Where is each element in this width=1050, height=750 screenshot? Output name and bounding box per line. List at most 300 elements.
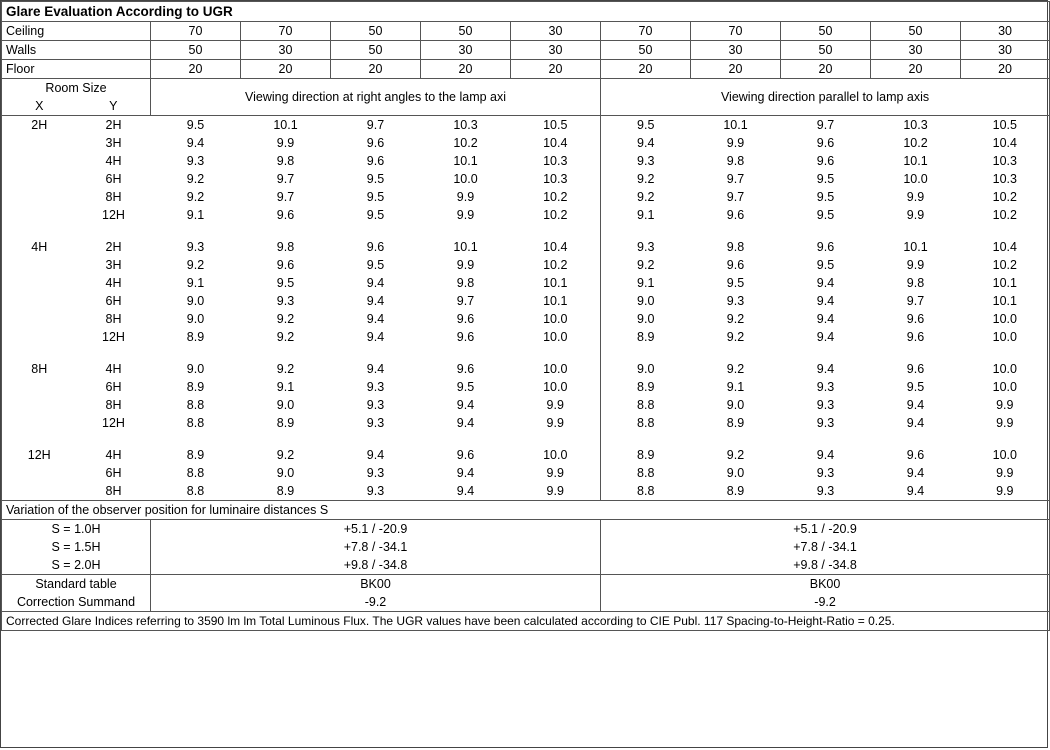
ugr-value: 9.4 <box>366 448 385 462</box>
standard-table-right: BK00 <box>601 575 1050 594</box>
ugr-value: 9.8 <box>726 154 745 168</box>
ugr-value: 9.9 <box>961 396 1050 414</box>
ugr-value: 9.9 <box>906 258 925 272</box>
ceiling-value: 70 <box>691 22 781 41</box>
ugr-value: 9.7 <box>276 172 295 186</box>
walls-value: 30 <box>421 41 511 60</box>
ugr-value: 9.2 <box>726 330 745 344</box>
walls-value: 50 <box>151 41 241 60</box>
ugr-value: 9.5 <box>726 276 745 290</box>
data-row <box>2 464 1050 482</box>
correction-summand-left: -9.2 <box>151 593 601 612</box>
ugr-value: 9.7 <box>276 190 295 204</box>
ugr-value: 9.4 <box>366 276 385 290</box>
data-row <box>2 446 1050 464</box>
ugr-value: 10.1 <box>903 154 928 168</box>
ugr-value: 10.1 <box>511 274 601 292</box>
standard-table-row <box>2 575 1050 594</box>
floor-value: 20 <box>421 60 511 79</box>
ugr-value: 10.2 <box>961 188 1050 206</box>
ugr-value: 10.3 <box>511 152 601 170</box>
ugr-value: 9.4 <box>456 484 475 498</box>
y-value: 6H <box>105 380 122 394</box>
ugr-value: 9.4 <box>456 416 475 430</box>
y-value: 2H <box>105 240 122 254</box>
variation-label: S = 1.0H <box>2 520 151 539</box>
ugr-value: 10.1 <box>723 118 748 132</box>
ugr-value: 9.9 <box>456 208 475 222</box>
walls-value: 30 <box>511 41 601 60</box>
y-value: 4H <box>105 276 122 290</box>
variation-right-value: +5.1 / -20.9 <box>601 520 1050 539</box>
ugr-value: 9.8 <box>276 154 295 168</box>
ugr-value: 9.4 <box>186 136 205 150</box>
ugr-value: 9.9 <box>961 482 1050 501</box>
ugr-value: 10.1 <box>453 154 478 168</box>
x-value: 4H <box>2 238 77 256</box>
block-spacer <box>2 432 1050 446</box>
data-row <box>2 274 1050 292</box>
ugr-value: 9.2 <box>726 312 745 326</box>
ugr-value: 9.3 <box>816 380 835 394</box>
ugr-value: 9.1 <box>637 276 655 290</box>
ugr-value: 9.2 <box>276 312 295 326</box>
ugr-value: 9.6 <box>906 330 925 344</box>
ugr-value: 9.0 <box>637 312 655 326</box>
ugr-value: 9.5 <box>816 172 835 186</box>
ugr-value: 9.3 <box>637 154 655 168</box>
data-row <box>2 206 1050 224</box>
ugr-value: 9.7 <box>456 294 475 308</box>
ugr-value: 10.0 <box>511 360 601 378</box>
ugr-value: 9.0 <box>186 362 205 376</box>
data-row <box>2 134 1050 152</box>
ugr-value: 9.6 <box>726 258 745 272</box>
variation-left-value: +5.1 / -20.9 <box>151 520 601 539</box>
ugr-value: 9.3 <box>366 484 385 498</box>
ugr-value: 9.4 <box>906 398 925 412</box>
ugr-value: 8.9 <box>637 330 655 344</box>
ugr-value: 8.8 <box>186 484 205 498</box>
x-value-blank <box>2 292 77 310</box>
ugr-value: 9.4 <box>906 466 925 480</box>
data-row <box>2 292 1050 310</box>
ugr-value: 8.8 <box>637 398 655 412</box>
x-value-blank <box>2 414 77 432</box>
ugr-value: 9.6 <box>906 448 925 462</box>
ugr-value: 9.3 <box>816 484 835 498</box>
ugr-value: 9.5 <box>816 190 835 204</box>
ugr-value: 9.6 <box>906 362 925 376</box>
floor-value: 20 <box>781 60 871 79</box>
ugr-value: 9.5 <box>637 118 655 132</box>
ugr-value: 8.8 <box>637 466 655 480</box>
ugr-value: 9.5 <box>366 258 385 272</box>
ugr-value: 10.1 <box>453 240 478 254</box>
ugr-value: 9.7 <box>726 190 745 204</box>
floor-value: 20 <box>961 60 1050 79</box>
ugr-value: 9.2 <box>276 448 295 462</box>
x-value: 12H <box>2 446 77 464</box>
ugr-value: 9.5 <box>366 190 385 204</box>
ugr-value: 8.8 <box>186 398 205 412</box>
ugr-value: 9.9 <box>456 190 475 204</box>
ugr-value: 10.1 <box>903 240 928 254</box>
block-spacer <box>2 346 1050 360</box>
walls-value: 50 <box>781 41 871 60</box>
variation-header: Variation of the observer position for luminaire distances S <box>2 501 1050 520</box>
correction-summand-label: Correction Summand <box>2 593 151 612</box>
ugr-value: 9.0 <box>726 466 745 480</box>
ugr-value: 9.3 <box>366 380 385 394</box>
y-value: 12H <box>102 416 125 430</box>
floor-value: 20 <box>871 60 961 79</box>
ugr-value: 9.7 <box>816 118 835 132</box>
ugr-value: 9.5 <box>276 276 295 290</box>
x-value-blank <box>2 378 77 396</box>
x-value-blank <box>2 256 77 274</box>
variation-left-value: +7.8 / -34.1 <box>151 538 601 556</box>
block-spacer <box>2 224 1050 238</box>
ugr-value: 9.3 <box>816 466 835 480</box>
ugr-value: 8.9 <box>726 484 745 498</box>
y-value: 8H <box>105 190 122 204</box>
ugr-value: 8.9 <box>637 380 655 394</box>
ugr-value: 9.7 <box>726 172 745 186</box>
ugr-table <box>1 1 1050 631</box>
ugr-value: 10.3 <box>903 118 928 132</box>
ugr-value: 9.5 <box>186 118 205 132</box>
ugr-value: 10.0 <box>511 446 601 464</box>
ugr-value: 8.8 <box>637 484 655 498</box>
ugr-value: 9.4 <box>456 398 475 412</box>
viewing-direction-parallel-header: Viewing direction parallel to lamp axis <box>601 79 1050 116</box>
ugr-value: 9.3 <box>726 294 745 308</box>
variation-label: S = 1.5H <box>2 538 151 556</box>
ugr-value: 9.5 <box>816 208 835 222</box>
ugr-value: 9.1 <box>276 380 295 394</box>
variation-row <box>2 538 1050 556</box>
ugr-value: 8.9 <box>186 380 205 394</box>
reflectance-row-walls <box>2 41 1050 60</box>
ugr-value: 10.2 <box>961 256 1050 274</box>
ceiling-value: 50 <box>781 22 871 41</box>
ugr-value: 10.0 <box>511 310 601 328</box>
x-value-blank <box>2 152 77 170</box>
data-row <box>2 116 1050 135</box>
ugr-value: 10.3 <box>511 170 601 188</box>
ugr-value: 9.9 <box>906 190 925 204</box>
ugr-value: 9.2 <box>726 362 745 376</box>
ugr-value: 9.2 <box>186 258 205 272</box>
ugr-value: 8.9 <box>186 330 205 344</box>
ugr-value: 8.8 <box>637 416 655 430</box>
ceiling-value: 50 <box>871 22 961 41</box>
ugr-value: 8.9 <box>726 416 745 430</box>
floor-value: 20 <box>331 60 421 79</box>
ceiling-value: 50 <box>421 22 511 41</box>
ugr-value: 9.3 <box>816 398 835 412</box>
ceiling-value: 70 <box>241 22 331 41</box>
ugr-value: 9.9 <box>456 258 475 272</box>
ugr-value: 9.4 <box>816 294 835 308</box>
ugr-value: 9.9 <box>511 464 601 482</box>
ugr-value: 9.8 <box>726 240 745 254</box>
x-header: X <box>2 97 77 116</box>
ugr-value: 9.6 <box>456 330 475 344</box>
data-row <box>2 238 1050 256</box>
ugr-value: 10.4 <box>511 134 601 152</box>
ugr-value: 9.9 <box>511 414 601 432</box>
ugr-value: 9.6 <box>456 448 475 462</box>
variation-row <box>2 556 1050 575</box>
x-value-blank <box>2 328 77 346</box>
ugr-value: 8.8 <box>186 466 205 480</box>
ugr-value: 9.9 <box>511 396 601 414</box>
y-value: 8H <box>105 484 122 498</box>
ugr-value: 9.6 <box>816 240 835 254</box>
y-value: 8H <box>105 398 122 412</box>
ugr-value: 10.1 <box>961 274 1050 292</box>
ugr-value: 9.9 <box>511 482 601 501</box>
ugr-value: 9.3 <box>637 240 655 254</box>
ugr-value: 8.9 <box>276 484 295 498</box>
ugr-value: 9.4 <box>816 276 835 290</box>
ugr-value: 9.4 <box>816 330 835 344</box>
ugr-value: 10.0 <box>961 378 1050 396</box>
ugr-value: 8.8 <box>186 416 205 430</box>
y-value: 6H <box>105 294 122 308</box>
ugr-value: 9.4 <box>906 416 925 430</box>
standard-table-label: Standard table <box>2 575 151 594</box>
y-value: 8H <box>105 312 122 326</box>
data-row <box>2 170 1050 188</box>
ugr-value: 9.2 <box>186 190 205 204</box>
x-value-blank <box>2 310 77 328</box>
ugr-value: 10.3 <box>961 170 1050 188</box>
ugr-value: 9.5 <box>816 258 835 272</box>
ugr-value: 10.0 <box>903 172 928 186</box>
y-value: 4H <box>105 362 122 376</box>
y-header: Y <box>77 97 151 116</box>
data-row <box>2 310 1050 328</box>
ugr-value: 9.9 <box>906 208 925 222</box>
data-row <box>2 188 1050 206</box>
x-value-blank <box>2 170 77 188</box>
ugr-value: 9.2 <box>276 362 295 376</box>
y-value: 3H <box>105 258 122 272</box>
reflectance-label-ceiling: Ceiling <box>2 22 151 41</box>
ugr-value: 10.0 <box>961 360 1050 378</box>
ugr-value: 9.6 <box>366 136 385 150</box>
ugr-value: 9.9 <box>961 464 1050 482</box>
data-row <box>2 152 1050 170</box>
ugr-value: 8.9 <box>276 416 295 430</box>
x-value: 2H <box>2 116 77 135</box>
viewing-direction-right-angles-header: Viewing direction at right angles to the lamp axi <box>151 79 601 116</box>
ugr-value: 9.6 <box>276 208 295 222</box>
ugr-value: 9.8 <box>456 276 475 290</box>
ugr-value: 9.4 <box>366 312 385 326</box>
ugr-value: 9.2 <box>186 172 205 186</box>
ugr-value: 9.9 <box>276 136 295 150</box>
ugr-value: 9.8 <box>906 276 925 290</box>
ugr-value: 9.1 <box>186 276 205 290</box>
variation-header-row <box>2 501 1050 520</box>
ugr-value: 9.5 <box>456 380 475 394</box>
ugr-value: 9.0 <box>276 398 295 412</box>
x-value-blank <box>2 206 77 224</box>
ugr-value: 9.4 <box>906 484 925 498</box>
ceiling-value: 50 <box>331 22 421 41</box>
reflectance-label-walls: Walls <box>2 41 151 60</box>
data-row <box>2 414 1050 432</box>
ugr-value: 9.6 <box>816 136 835 150</box>
y-value: 12H <box>102 330 125 344</box>
ugr-value: 10.0 <box>961 310 1050 328</box>
ceiling-value: 30 <box>961 22 1050 41</box>
ugr-value: 9.2 <box>637 258 655 272</box>
variation-label: S = 2.0H <box>2 556 151 575</box>
y-value: 3H <box>105 136 122 150</box>
ugr-value: 9.2 <box>637 172 655 186</box>
floor-value: 20 <box>151 60 241 79</box>
ugr-value: 10.5 <box>511 116 601 135</box>
ugr-value: 9.7 <box>366 118 385 132</box>
x-value-blank <box>2 274 77 292</box>
ugr-value: 9.6 <box>726 208 745 222</box>
data-row <box>2 256 1050 274</box>
ugr-value: 9.4 <box>366 294 385 308</box>
ugr-value: 9.6 <box>456 312 475 326</box>
walls-value: 30 <box>241 41 331 60</box>
floor-value: 20 <box>241 60 331 79</box>
walls-value: 50 <box>601 41 691 60</box>
ugr-value: 9.6 <box>906 312 925 326</box>
group-header-row <box>2 79 1050 98</box>
footnote-text: Corrected Glare Indices referring to 3590 lm lm Total Luminous Flux. The UGR values have been calculated according to CIE Publ. 117 Spacing-to-Height-Ratio = 0.25. <box>2 612 1050 631</box>
ugr-value: 9.0 <box>186 294 205 308</box>
ugr-value: 9.3 <box>366 466 385 480</box>
ugr-value: 9.4 <box>816 362 835 376</box>
ugr-value: 10.1 <box>273 118 298 132</box>
ugr-value: 9.3 <box>816 416 835 430</box>
x-value: 8H <box>2 360 77 378</box>
ugr-value: 9.5 <box>906 380 925 394</box>
variation-left-value: +9.8 / -34.8 <box>151 556 601 575</box>
ugr-value: 9.1 <box>726 380 745 394</box>
x-value-blank <box>2 482 77 501</box>
ugr-value: 9.5 <box>366 172 385 186</box>
ceiling-value: 70 <box>151 22 241 41</box>
x-value-blank <box>2 464 77 482</box>
reflectance-label-floor: Floor <box>2 60 151 79</box>
ugr-value: 10.5 <box>961 116 1050 135</box>
ugr-value: 9.1 <box>186 208 205 222</box>
x-value-blank <box>2 188 77 206</box>
ugr-value: 10.4 <box>961 134 1050 152</box>
ugr-value: 10.2 <box>511 206 601 224</box>
ugr-value: 10.2 <box>511 256 601 274</box>
ugr-value: 9.4 <box>366 330 385 344</box>
ugr-value: 9.2 <box>276 330 295 344</box>
ugr-value: 9.4 <box>816 448 835 462</box>
correction-summand-right: -9.2 <box>601 593 1050 612</box>
ugr-value: 10.2 <box>903 136 928 150</box>
ugr-value: 9.5 <box>366 208 385 222</box>
ugr-value: 10.0 <box>961 446 1050 464</box>
ugr-value: 9.0 <box>637 362 655 376</box>
reflectance-row-floor <box>2 60 1050 79</box>
ugr-value: 9.4 <box>816 312 835 326</box>
variation-right-value: +7.8 / -34.1 <box>601 538 1050 556</box>
ugr-value: 10.1 <box>511 292 601 310</box>
ugr-value: 9.3 <box>366 398 385 412</box>
ugr-value: 9.1 <box>637 208 655 222</box>
ugr-value: 10.0 <box>511 328 601 346</box>
data-row <box>2 378 1050 396</box>
ugr-value: 9.4 <box>637 136 655 150</box>
ugr-value: 9.6 <box>276 258 295 272</box>
ugr-value: 10.2 <box>453 136 478 150</box>
ugr-value: 9.6 <box>366 240 385 254</box>
y-value: 4H <box>105 448 122 462</box>
ugr-value: 9.0 <box>637 294 655 308</box>
walls-value: 30 <box>961 41 1050 60</box>
ugr-value: 10.0 <box>961 328 1050 346</box>
ugr-value: 9.6 <box>366 154 385 168</box>
ugr-value: 9.9 <box>961 414 1050 432</box>
ugr-value: 10.3 <box>961 152 1050 170</box>
y-value: 4H <box>105 154 122 168</box>
y-value: 2H <box>105 118 122 132</box>
ugr-value: 9.7 <box>906 294 925 308</box>
ugr-value: 10.0 <box>511 378 601 396</box>
ugr-value: 10.2 <box>961 206 1050 224</box>
ugr-value: 9.8 <box>276 240 295 254</box>
x-value-blank <box>2 134 77 152</box>
walls-value: 50 <box>331 41 421 60</box>
data-row <box>2 360 1050 378</box>
ugr-value: 9.2 <box>726 448 745 462</box>
correction-summand-row <box>2 593 1050 612</box>
floor-value: 20 <box>601 60 691 79</box>
ugr-value: 10.0 <box>453 172 478 186</box>
variation-right-value: +9.8 / -34.8 <box>601 556 1050 575</box>
ugr-value: 9.0 <box>276 466 295 480</box>
ugr-value: 9.3 <box>276 294 295 308</box>
ugr-value: 9.3 <box>186 240 205 254</box>
data-row <box>2 396 1050 414</box>
x-value-blank <box>2 396 77 414</box>
ugr-value: 9.2 <box>637 190 655 204</box>
variation-row <box>2 520 1050 539</box>
ugr-value: 9.3 <box>366 416 385 430</box>
ugr-value: 10.3 <box>453 118 478 132</box>
room-size-header: Room Size <box>2 79 151 98</box>
ugr-value: 9.4 <box>366 362 385 376</box>
floor-value: 20 <box>511 60 601 79</box>
y-value: 6H <box>105 466 122 480</box>
floor-value: 20 <box>691 60 781 79</box>
ugr-value: 10.4 <box>961 238 1050 256</box>
page-title: Glare Evaluation According to UGR <box>2 2 1050 22</box>
ugr-value: 9.0 <box>186 312 205 326</box>
ugr-value: 10.1 <box>961 292 1050 310</box>
ugr-value: 9.0 <box>726 398 745 412</box>
ugr-value: 9.3 <box>186 154 205 168</box>
title-row <box>2 2 1050 22</box>
